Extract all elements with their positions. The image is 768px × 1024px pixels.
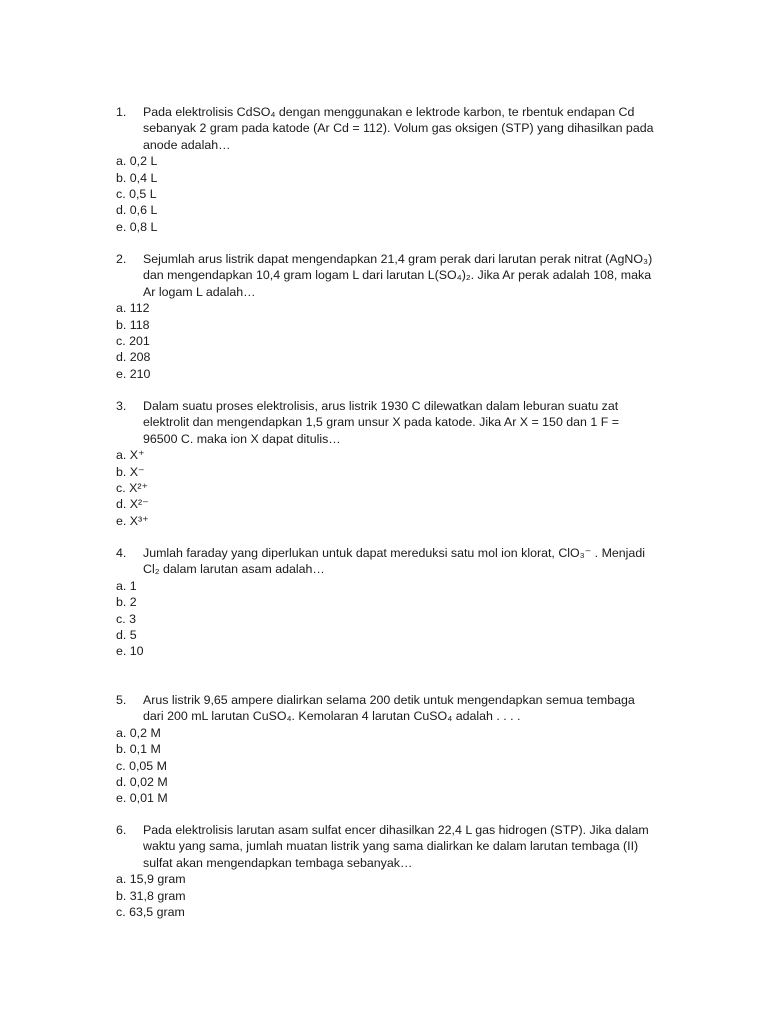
question-number: 6. — [116, 823, 127, 837]
question-1 — [116, 104, 656, 235]
option-a: a. 0,2 L — [116, 154, 158, 169]
question-stem — [116, 398, 656, 447]
question-number: 1. — [116, 105, 127, 119]
answer-options — [116, 725, 656, 807]
question-number: 5. — [116, 693, 127, 707]
question-text: Jumlah faraday yang diperlukan untuk dapat mereduksi satu mol ion klorat, ClO₃⁻ . Menjadi Cl₂ dalam larutan asam adalah… — [143, 546, 645, 577]
option-b: b. 0,1 M — [116, 742, 161, 757]
answer-options — [116, 447, 656, 529]
option-b: b. 0,4 L — [116, 170, 158, 185]
question-text: Sejumlah arus listrik dapat mengendapkan 21,4 gram perak dari larutan perak nitrat (AgNO₃) dan mengendapkan 10,4 gram logam L dari larutan L(SO₄)₂. Jika Ar perak adalah 108, maka Ar logam L adalah… — [143, 252, 653, 299]
question-2 — [116, 251, 656, 382]
option-d: d. 5 — [116, 627, 137, 642]
option-d: d. 208 — [116, 350, 151, 365]
answer-options — [116, 871, 656, 920]
option-e: e. 10 — [116, 644, 144, 659]
question-number: 4. — [116, 546, 127, 560]
question-stem — [116, 251, 656, 300]
question-text: Pada elektrolisis larutan asam sulfat encer dihasilkan 22,4 L gas hidrogen (STP). Jika dalam waktu yang sama, jumlah muatan listrik yang sama dialirkan ke dalam larutan tembaga (II) sulfat akan mengendapkan tembaga sebanyak… — [143, 823, 649, 870]
question-6 — [116, 822, 656, 920]
option-c: c. 0,5 L — [116, 187, 157, 201]
option-b: b. 118 — [116, 317, 150, 332]
question-3 — [116, 398, 656, 529]
option-d: d. 0,02 M — [116, 774, 168, 789]
option-a: a. 112 — [116, 301, 150, 316]
question-stem — [116, 545, 656, 578]
answer-options — [116, 153, 656, 235]
question-text: Dalam suatu proses elektrolisis, arus listrik 1930 C dilewatkan dalam leburan suatu zat elektrolit dan mengendapkan 1,5 gram unsur X pada katode. Jika Ar X = 150 dan 1 F = 96500 C. maka ion X dapat ditulis… — [143, 399, 619, 446]
question-number: 3. — [116, 399, 127, 413]
option-c: c. 201 — [116, 334, 150, 348]
option-b: b. 2 — [116, 595, 137, 610]
option-a: a. X⁺ — [116, 448, 145, 463]
option-a: a. 0,2 M — [116, 725, 161, 740]
question-text: Pada elektrolisis CdSO₄ dengan menggunakan e lektrode karbon, te rbentuk endapan Cd sebanyak 2 gram pada katode (Ar Cd = 112). Volum gas oksigen (STP) yang dihasilkan pada anode adalah… — [143, 105, 654, 152]
option-e: e. X³⁺ — [116, 513, 149, 528]
answer-options — [116, 300, 656, 382]
question-text: Arus listrik 9,65 ampere dialirkan selama 200 detik untuk mengendapkan semua tembaga dari 200 mL larutan CuSO₄. Kemolaran 4 larutan CuSO₄ adalah . . . . — [143, 693, 635, 724]
question-stem — [116, 822, 656, 871]
option-e: e. 210 — [116, 366, 151, 381]
option-c: c. 0,05 M — [116, 758, 167, 773]
question-stem — [116, 692, 656, 725]
option-c: c. 63,5 gram — [116, 905, 185, 919]
option-e: e. 0,8 L — [116, 219, 158, 234]
question-number: 2. — [116, 252, 127, 266]
option-c: c. X²⁺ — [116, 481, 149, 495]
option-a: a. 15,9 gram — [116, 872, 186, 887]
option-d: d. 0,6 L — [116, 203, 158, 218]
question-stem — [116, 104, 656, 153]
option-e: e. 0,01 M — [116, 791, 168, 806]
question-5 — [116, 692, 656, 807]
answer-options — [116, 578, 656, 660]
question-4 — [116, 545, 656, 660]
option-a: a. 1 — [116, 578, 137, 593]
option-d: d. X²⁻ — [116, 497, 149, 512]
option-c: c. 3 — [116, 611, 136, 626]
option-b: b. 31,8 gram — [116, 888, 186, 903]
option-b: b. X⁻ — [116, 464, 145, 479]
